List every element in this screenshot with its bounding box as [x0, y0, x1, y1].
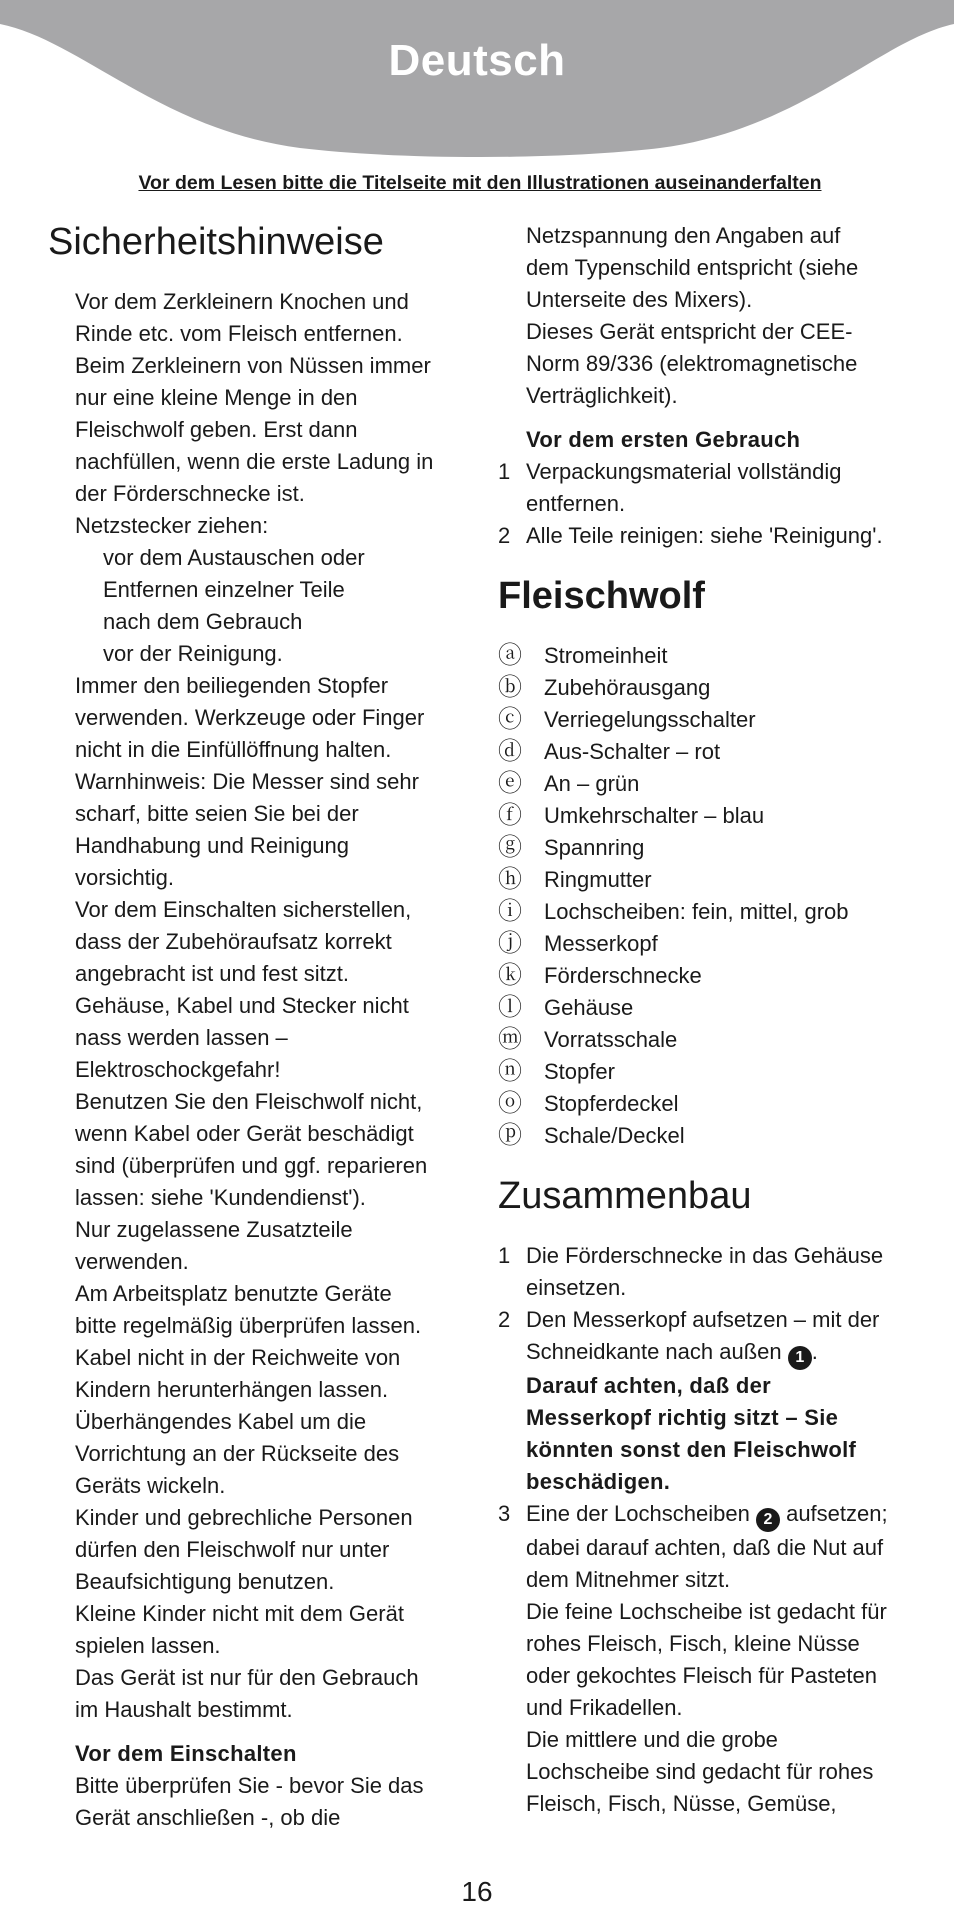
right-column — [498, 220, 918, 1820]
text-line: Kinder und gebrechliche Personen — [75, 1505, 413, 1530]
text-line: dem Typenschild entspricht (siehe — [526, 255, 859, 280]
text-line: der Förderschnecke ist. — [75, 481, 305, 506]
text-line: Verträglichkeit). — [526, 383, 678, 408]
text-line: nass werden lassen – — [75, 1025, 288, 1050]
step-text: rohes Fleisch, Fisch, kleine Nüsse — [526, 1631, 860, 1656]
step-text: Die mittlere und die grobe — [526, 1727, 778, 1752]
text-line: Beaufsichtigung benutzen. — [75, 1569, 335, 1594]
text-line: Vor dem Einschalten sicherstellen, — [75, 897, 412, 922]
list-item — [498, 832, 918, 864]
list-item — [498, 992, 918, 1024]
text-line: sind (überprüfen und ggf. reparieren — [75, 1153, 428, 1178]
text-line: scharf, bitte seien Sie bei der — [75, 801, 359, 826]
part-label: Ringmutter — [544, 867, 652, 892]
text-line: angebracht ist und fest sitzt. — [75, 961, 349, 986]
text-line: Netzspannung den Angaben auf — [526, 223, 841, 248]
part-label: Lochscheiben: fein, mittel, grob — [544, 899, 849, 924]
text-line: verwenden. Werkzeuge oder Finger — [75, 705, 425, 730]
text-line: Am Arbeitsplatz benutzte Geräte — [75, 1281, 392, 1306]
text-line: Beim Zerkleinern von Nüssen immer — [75, 353, 431, 378]
part-label: Stopfer — [544, 1059, 615, 1084]
text-line: Norm 89/336 (elektromagnetische — [526, 351, 858, 376]
text-line: vorsichtig. — [75, 865, 175, 890]
step-text: Fleisch, Fisch, Nüsse, Gemüse, — [526, 1791, 837, 1816]
text-line: Kindern herunterhängen lassen. — [75, 1377, 389, 1402]
text-line: vor dem Austauschen oder — [103, 545, 365, 570]
text-line: nachfüllen, wenn die erste Ladung in — [75, 449, 434, 474]
part-letter: ⓑ — [498, 674, 522, 701]
list-item — [498, 736, 918, 768]
fold-out-instruction: Vor dem Lesen bitte die Titelseite mit den Illustrationen auseinanderfalten — [138, 172, 822, 194]
safety-text-b — [48, 670, 468, 1726]
safety-text-a — [48, 286, 468, 542]
text-line: Nur zugelassene Zusatzteile — [75, 1217, 353, 1242]
part-label: Aus-Schalter – rot — [544, 739, 721, 764]
step-text: einsetzen. — [526, 1275, 627, 1300]
step-text: dem Mitnehmer sitzt. — [526, 1567, 731, 1592]
part-letter: ⓘ — [498, 898, 522, 925]
text-line: Überhängendes Kabel um die — [75, 1409, 367, 1434]
part-letter: ⓚ — [498, 962, 522, 989]
text-line: dass der Zubehöraufsatz korrekt — [75, 929, 392, 954]
part-label: Gehäuse — [544, 995, 634, 1020]
list-item — [498, 960, 918, 992]
step-text: Alle Teile reinigen: siehe 'Reinigung'. — [526, 523, 883, 548]
figure-ref-badge: 2 — [756, 1508, 780, 1532]
warning-text: Darauf achten, daß der — [526, 1373, 771, 1398]
text-line: Gehäuse, Kabel und Stecker nicht — [75, 993, 409, 1018]
step-text: Schneidkante nach außen — [526, 1339, 782, 1364]
list-item — [498, 1498, 918, 1820]
fleischwolf-heading: Fleischwolf — [498, 575, 705, 617]
text-line: vor der Reinigung. — [103, 641, 283, 666]
part-letter: ⓞ — [498, 1090, 522, 1117]
part-label: Umkehrschalter – blau — [544, 803, 765, 828]
part-letter: ⓗ — [498, 866, 522, 893]
list-item — [498, 1056, 918, 1088]
list-item — [498, 1024, 918, 1056]
text-line: Immer den beiliegenden Stopfer — [75, 673, 389, 698]
text-line: Das Gerät ist nur für den Gebrauch — [75, 1665, 419, 1690]
text-line: bitte regelmäßig überprüfen lassen. — [75, 1313, 422, 1338]
list-item — [498, 1120, 918, 1152]
step-text: Lochscheibe sind gedacht für rohes — [526, 1759, 874, 1784]
list-item — [498, 768, 918, 800]
part-letter: ⓟ — [498, 1122, 522, 1149]
text-line: im Haushalt bestimmt. — [75, 1697, 293, 1722]
text-line: wenn Kabel oder Gerät beschädigt — [75, 1121, 414, 1146]
part-label: Schale/Deckel — [544, 1123, 685, 1148]
part-label: An – grün — [544, 771, 640, 796]
text-line: Warnhinweis: Die Messer sind sehr — [75, 769, 419, 794]
unplug-list — [48, 542, 468, 670]
step-text: aufsetzen; — [786, 1501, 888, 1526]
part-label: Förderschnecke — [544, 963, 702, 988]
step-number: 2 — [498, 1307, 511, 1332]
warning-text: Messerkopf richtig sitzt – Sie — [526, 1405, 839, 1430]
assembly-steps — [498, 1240, 918, 1820]
text-line: verwenden. — [75, 1249, 189, 1274]
text-line: Vor dem Zerkleinern Knochen und — [75, 289, 409, 314]
before-switch-on-text — [48, 1770, 468, 1834]
parts-list — [498, 640, 918, 1152]
text-line: Bitte überprüfen Sie - bevor Sie das — [75, 1773, 424, 1798]
first-use-list — [498, 456, 918, 552]
text-line: lassen: siehe 'Kundendienst'). — [75, 1185, 366, 1210]
figure-ref-badge: 1 — [788, 1346, 812, 1370]
text-line: Netzstecker ziehen: — [75, 513, 269, 538]
text-line: Unterseite des Mixers). — [526, 287, 753, 312]
step-text: Eine der Lochscheiben — [526, 1501, 750, 1526]
part-letter: ⓓ — [498, 738, 522, 765]
list-item — [498, 928, 918, 960]
step-text: oder gekochtes Fleisch für Pasteten — [526, 1663, 877, 1688]
step-text: Verpackungsmaterial vollständig — [526, 459, 842, 484]
part-letter: ⓝ — [498, 1058, 522, 1085]
list-item — [498, 520, 918, 552]
first-use-heading: Vor dem ersten Gebrauch — [526, 427, 801, 452]
text-line: Fleischwolf geben. Erst dann — [75, 417, 358, 442]
part-letter: ⓒ — [498, 706, 522, 733]
part-letter: ⓐ — [498, 642, 522, 669]
page-title: Deutsch — [388, 36, 566, 85]
page-number: 16 — [461, 1876, 493, 1907]
left-column — [48, 220, 468, 1834]
text-line: spielen lassen. — [75, 1633, 221, 1658]
part-label: Vorratsschale — [544, 1027, 678, 1052]
list-item — [498, 672, 918, 704]
list-item — [498, 1240, 918, 1304]
part-letter: ⓙ — [498, 930, 522, 957]
warning-text: könnten sonst den Fleischwolf — [526, 1437, 857, 1462]
text-line: Kabel nicht in der Reichweite von — [75, 1345, 401, 1370]
step-text: Den Messerkopf aufsetzen – mit der — [526, 1307, 880, 1332]
text-line: dürfen den Fleischwolf nur unter — [75, 1537, 390, 1562]
text-line: Rinde etc. vom Fleisch entfernen. — [75, 321, 403, 346]
page-header — [0, 0, 954, 160]
safety-heading: Sicherheitshinweise — [48, 221, 384, 263]
text-line: nur eine kleine Menge in den — [75, 385, 358, 410]
list-item — [498, 896, 918, 928]
text-line: Elektroschockgefahr! — [75, 1057, 281, 1082]
assembly-heading: Zusammenbau — [498, 1175, 752, 1217]
step-text: dabei darauf achten, daß die Nut auf — [526, 1535, 884, 1560]
list-item — [498, 1088, 918, 1120]
text-line: Geräts wickeln. — [75, 1473, 226, 1498]
list-item — [498, 456, 918, 520]
text-line: Handhabung und Reinigung — [75, 833, 350, 858]
step-text: Die feine Lochscheibe ist gedacht für — [526, 1599, 887, 1624]
list-item — [498, 800, 918, 832]
step-text: entfernen. — [526, 491, 626, 516]
part-label: Stopferdeckel — [544, 1091, 679, 1116]
warning-text: beschädigen. — [526, 1469, 671, 1494]
part-label: Messerkopf — [544, 931, 658, 956]
list-item — [498, 640, 918, 672]
part-letter: ⓖ — [498, 834, 522, 861]
step-text: Die Förderschnecke in das Gehäuse — [526, 1243, 884, 1268]
text-line: nach dem Gebrauch — [103, 609, 303, 634]
voltage-text — [498, 220, 918, 412]
list-item — [498, 864, 918, 896]
text-line: nicht in die Einfüllöffnung halten. — [75, 737, 392, 762]
part-letter: ⓕ — [498, 802, 522, 829]
text-line: Dieses Gerät entspricht der CEE- — [526, 319, 853, 344]
part-label: Verriegelungsschalter — [544, 707, 756, 732]
text-line: Vorrichtung an der Rückseite des — [75, 1441, 400, 1466]
before-switch-on-heading: Vor dem Einschalten — [75, 1741, 297, 1766]
text-line: Kleine Kinder nicht mit dem Gerät — [75, 1601, 404, 1626]
step-text: und Frikadellen. — [526, 1695, 683, 1720]
part-label: Stromeinheit — [544, 643, 668, 668]
part-letter: ⓜ — [498, 1026, 522, 1053]
step-number: 3 — [498, 1501, 511, 1526]
step-number: 1 — [498, 459, 511, 484]
part-letter: ⓛ — [498, 994, 522, 1021]
text-line: Gerät anschließen -, ob die — [75, 1805, 341, 1830]
part-letter: ⓔ — [498, 770, 522, 797]
step-text: . — [811, 1339, 818, 1364]
text-line: Benutzen Sie den Fleischwolf nicht, — [75, 1089, 423, 1114]
text-line: Entfernen einzelner Teile — [103, 577, 345, 602]
part-label: Zubehörausgang — [544, 675, 711, 700]
step-number: 2 — [498, 523, 511, 548]
list-item — [498, 704, 918, 736]
part-label: Spannring — [544, 835, 645, 860]
list-item — [498, 1304, 918, 1498]
step-number: 1 — [498, 1243, 511, 1268]
